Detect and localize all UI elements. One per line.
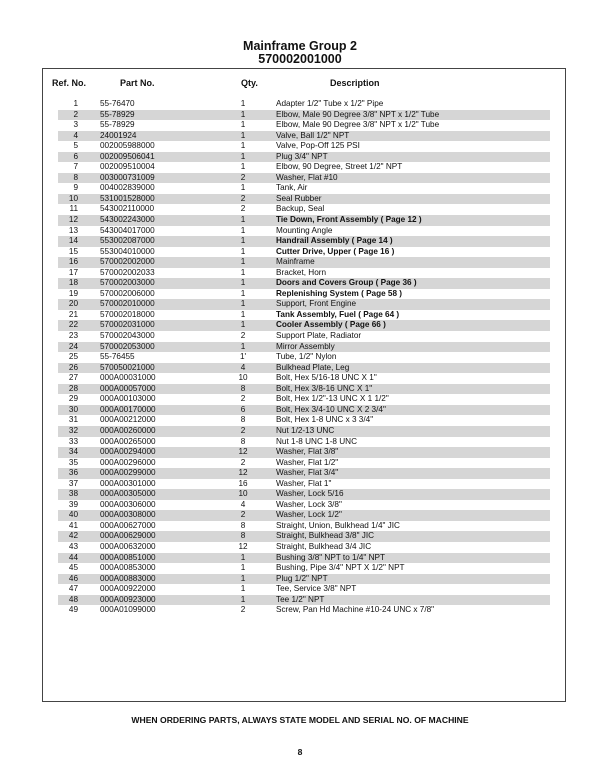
ref-cell: 38 xyxy=(68,489,78,499)
ref-cell: 29 xyxy=(68,394,78,404)
qty-cell: 1 xyxy=(240,215,246,225)
table-row xyxy=(58,257,550,268)
part-number-cell: 570050021000 xyxy=(100,362,155,372)
ref-cell: 48 xyxy=(68,594,78,604)
table-row xyxy=(58,437,550,448)
description-cell: Bracket, Horn xyxy=(276,267,327,277)
qty-cell: 8 xyxy=(240,531,246,541)
qty-cell: 8 xyxy=(240,383,246,393)
table-row xyxy=(58,426,550,437)
qty-cell: 2 xyxy=(240,425,246,435)
ref-cell: 33 xyxy=(68,436,78,446)
part-number-cell: 000A00883000 xyxy=(100,573,156,583)
description-cell: Washer, Lock 5/16 xyxy=(276,489,344,499)
description-cell: Bolt, Hex 3/8-16 UNC X 1" xyxy=(276,383,373,393)
table-row xyxy=(58,194,550,205)
description-cell: Mirror Assembly xyxy=(276,341,335,351)
description-cell: Washer, Flat 1" xyxy=(276,478,332,488)
description-cell: Elbow, Male 90 Degree 3/8" NPT x 1/2" Tube xyxy=(276,109,440,119)
part-number-cell: 003000731009 xyxy=(100,172,155,182)
part-number-cell: 000A00629000 xyxy=(100,531,156,541)
qty-cell: 1 xyxy=(240,130,246,140)
qty-cell: 1 xyxy=(240,563,246,573)
qty-cell: 1 xyxy=(240,552,246,562)
qty-cell: 1 xyxy=(240,120,246,130)
qty-cell: 4 xyxy=(240,499,246,509)
qty-cell: 1 xyxy=(240,151,246,161)
table-row xyxy=(58,131,550,142)
description-cell: Plug 3/4" NPT xyxy=(276,151,328,161)
table-row xyxy=(58,531,550,542)
ref-cell: 26 xyxy=(68,362,78,372)
description-cell: Cutter Drive, Upper ( Page 16 ) xyxy=(276,246,395,256)
ref-cell: 28 xyxy=(68,383,78,393)
part-number-cell: 553002087000 xyxy=(100,236,155,246)
qty-cell: 8 xyxy=(240,415,246,425)
qty-cell: 1 xyxy=(240,257,246,267)
ref-cell: 22 xyxy=(68,320,78,330)
description-cell: Valve, Ball 1/2" NPT xyxy=(276,130,350,140)
part-number-cell: 000A00632000 xyxy=(100,541,156,551)
part-number-cell: 570002002033 xyxy=(100,267,155,277)
part-number-cell: 000A00851000 xyxy=(100,552,156,562)
table-row xyxy=(58,236,550,247)
table-row xyxy=(58,299,550,310)
description-cell: Tee 1/2" NPT xyxy=(276,594,325,604)
description-cell: Adapter 1/2" Tube x 1/2" Pipe xyxy=(276,99,384,108)
part-number-cell: 002009510004 xyxy=(100,162,155,172)
description-cell: Cooler Assembly ( Page 66 ) xyxy=(276,320,386,330)
description-cell: Support Plate, Radiator xyxy=(276,331,362,341)
ref-cell: 20 xyxy=(68,299,78,309)
part-number-cell: 531001528000 xyxy=(100,193,155,203)
description-cell: Support, Front Engine xyxy=(276,299,357,309)
description-cell: Washer, Flat 3/4" xyxy=(276,468,339,478)
ref-cell: 44 xyxy=(68,552,78,562)
ref-cell: 8 xyxy=(73,172,78,182)
qty-cell: 2 xyxy=(240,394,246,404)
description-cell: Bushing, Pipe 3/4" NPT X 1/2" NPT xyxy=(276,563,405,573)
table-row xyxy=(58,479,550,490)
description-cell: Straight, Bulkhead 3/8" JIC xyxy=(276,531,375,541)
table-row xyxy=(58,342,550,353)
qty-cell: 1 xyxy=(240,309,246,319)
ref-cell: 35 xyxy=(68,457,78,467)
description-cell: Bolt, Hex 5/16-18 UNC X 1" xyxy=(276,373,377,383)
part-number-cell: 543002243000 xyxy=(100,215,155,225)
ref-cell: 23 xyxy=(68,331,78,341)
qty-cell: 10 xyxy=(238,489,248,499)
part-number-cell: 570002018000 xyxy=(100,309,155,319)
qty-cell: 2 xyxy=(240,510,246,520)
part-number-cell: 002009506041 xyxy=(100,151,155,161)
ref-cell: 36 xyxy=(68,468,78,478)
table-row xyxy=(58,226,550,237)
table-row xyxy=(58,563,550,574)
ref-cell: 12 xyxy=(68,215,78,225)
table-row xyxy=(58,510,550,521)
ref-cell: 11 xyxy=(69,204,78,214)
part-number-cell: 000A00923000 xyxy=(100,594,156,604)
ref-cell: 15 xyxy=(68,246,78,256)
description-cell: Tie Down, Front Assembly ( Page 12 ) xyxy=(276,215,422,225)
part-number-cell: 543002110000 xyxy=(100,204,155,214)
qty-cell: 12 xyxy=(238,468,248,478)
ref-cell: 42 xyxy=(68,531,78,541)
ref-cell: 45 xyxy=(68,563,78,573)
ref-cell: 47 xyxy=(68,584,78,594)
ref-cell: 30 xyxy=(68,404,78,414)
table-row xyxy=(58,605,550,616)
part-number-cell: 002005988000 xyxy=(100,141,155,151)
description-cell: Bushing 3/8" NPT to 1/4" NPT xyxy=(276,552,385,562)
table-row xyxy=(58,99,550,110)
description-cell: Handrail Assembly ( Page 14 ) xyxy=(276,236,393,246)
part-number-cell: 570002043000 xyxy=(100,331,155,341)
table-row xyxy=(58,162,550,173)
table-row xyxy=(58,110,550,121)
ref-cell: 37 xyxy=(68,478,78,488)
part-number-cell: 553004010000 xyxy=(100,246,155,256)
qty-cell: 2 xyxy=(240,605,246,615)
group-part-number: 570002001000 xyxy=(258,52,342,66)
part-number-cell: 000A00299000 xyxy=(100,468,156,478)
qty-cell: 1 xyxy=(240,246,246,256)
description-cell: Elbow, 90 Degree, Street 1/2" NPT xyxy=(276,162,403,172)
table-row xyxy=(58,352,550,363)
part-number-cell: 000A00853000 xyxy=(100,563,156,573)
ref-cell: 27 xyxy=(68,373,78,383)
table-row xyxy=(58,384,550,395)
qty-cell: 12 xyxy=(238,447,248,457)
table-row xyxy=(58,521,550,532)
part-number-cell: 570002010000 xyxy=(100,299,155,309)
table-row xyxy=(58,173,550,184)
col-header-part: Part No. xyxy=(120,78,155,88)
part-number-cell: 570002031000 xyxy=(100,320,155,330)
ref-cell: 21 xyxy=(68,309,78,319)
part-number-cell: 000A00922000 xyxy=(100,584,156,594)
qty-cell: 1 xyxy=(240,320,246,330)
table-row xyxy=(58,542,550,553)
ref-cell: 5 xyxy=(73,141,78,151)
description-cell: Valve, Pop-Off 125 PSI xyxy=(276,141,360,151)
ref-cell: 49 xyxy=(68,605,78,615)
part-number-cell: 24001924 xyxy=(100,130,137,140)
table-row xyxy=(58,268,550,279)
description-cell: Screw, Pan Hd Machine #10-24 UNC x 7/8" xyxy=(276,605,435,615)
ref-cell: 25 xyxy=(68,352,78,362)
description-cell: Tee, Service 3/8" NPT xyxy=(276,584,357,594)
part-number-cell: 000A00212000 xyxy=(100,415,156,425)
part-number-cell: 55-76470 xyxy=(100,99,135,108)
ref-cell: 16 xyxy=(68,257,78,267)
description-cell: Bolt, Hex 1/2"-13 UNC X 1 1/2" xyxy=(276,394,389,404)
part-number-cell: 570002006000 xyxy=(100,288,155,298)
ref-cell: 3 xyxy=(73,120,78,130)
part-number-cell: 000A00294000 xyxy=(100,447,156,457)
part-number-cell: 55-78929 xyxy=(100,109,135,119)
part-number-cell: 000A00306000 xyxy=(100,499,156,509)
part-number-cell: 000A00301000 xyxy=(100,478,156,488)
qty-cell: 1 xyxy=(240,341,246,351)
description-cell: Replenishing System ( Page 58 ) xyxy=(276,288,403,298)
description-cell: Bolt, Hex 3/4-10 UNC X 2 3/4" xyxy=(276,404,386,414)
qty-cell: 16 xyxy=(238,478,248,488)
parts-table-body xyxy=(58,99,550,616)
part-number-cell: 000A00031000 xyxy=(100,373,156,383)
table-row xyxy=(58,331,550,342)
part-number-cell: 000A00103000 xyxy=(100,394,156,404)
qty-cell: 1 xyxy=(240,225,246,235)
part-number-cell: 543004017000 xyxy=(100,225,155,235)
qty-cell: 8 xyxy=(240,520,246,530)
description-cell: Washer, Flat 1/2" xyxy=(276,457,339,467)
ref-cell: 4 xyxy=(73,130,78,140)
ordering-notice: WHEN ORDERING PARTS, ALWAYS STATE MODEL AND SERIAL NO. OF MACHINE xyxy=(131,715,469,725)
part-number-cell: 55-76455 xyxy=(100,352,135,362)
qty-cell: 8 xyxy=(240,436,246,446)
part-number-cell: 000A00170000 xyxy=(100,404,156,414)
part-number-cell: 000A00308000 xyxy=(100,510,156,520)
description-cell: Backup, Seal xyxy=(276,204,325,214)
qty-cell: 1 xyxy=(240,267,246,277)
ref-cell: 31 xyxy=(68,415,78,425)
table-row xyxy=(58,500,550,511)
qty-cell: 2 xyxy=(240,172,246,182)
ref-cell: 24 xyxy=(68,341,78,351)
qty-cell: 1 xyxy=(240,109,246,119)
description-cell: Washer, Flat #10 xyxy=(276,172,338,182)
description-cell: Doors and Covers Group ( Page 36 ) xyxy=(276,278,417,288)
table-row xyxy=(58,373,550,384)
ref-cell: 32 xyxy=(68,425,78,435)
part-number-cell: 55-78929 xyxy=(100,120,135,130)
qty-cell: 1 xyxy=(240,278,246,288)
part-number-cell: 000A00305000 xyxy=(100,489,156,499)
qty-cell: 1 xyxy=(240,584,246,594)
table-row xyxy=(58,405,550,416)
ref-cell: 14 xyxy=(68,236,78,246)
ref-cell: 6 xyxy=(73,151,78,161)
description-cell: Seal Rubber xyxy=(276,193,322,203)
table-row xyxy=(58,584,550,595)
col-header-desc: Description xyxy=(330,78,380,88)
qty-cell: 1 xyxy=(240,299,246,309)
table-row xyxy=(58,215,550,226)
qty-cell: 12 xyxy=(238,541,248,551)
qty-cell: 2 xyxy=(240,204,246,214)
ref-cell: 17 xyxy=(68,267,78,277)
table-row xyxy=(58,363,550,374)
part-number-cell: 570002003000 xyxy=(100,278,155,288)
description-cell: Straight, Bulkhead 3/4 JIC xyxy=(276,541,372,551)
part-number-cell: 570002002000 xyxy=(100,257,155,267)
qty-cell: 1 xyxy=(240,236,246,246)
qty-cell: 1 xyxy=(240,594,246,604)
ref-cell: 40 xyxy=(68,510,78,520)
description-cell: Washer, Flat 3/8" xyxy=(276,447,339,457)
qty-cell: 1' xyxy=(239,352,247,362)
qty-cell: 1 xyxy=(240,183,246,193)
description-cell: Nut 1-8 UNC 1-8 UNC xyxy=(276,436,357,446)
table-row xyxy=(58,394,550,405)
qty-cell: 1 xyxy=(240,99,246,108)
table-row xyxy=(58,183,550,194)
table-row xyxy=(58,278,550,289)
qty-cell: 2 xyxy=(240,331,246,341)
table-row xyxy=(58,320,550,331)
part-number-cell: 000A00265000 xyxy=(100,436,156,446)
table-row xyxy=(58,595,550,606)
table-row xyxy=(58,415,550,426)
description-cell: Plug 1/2" NPT xyxy=(276,573,328,583)
qty-cell: 10 xyxy=(238,373,248,383)
qty-cell: 1 xyxy=(240,141,246,151)
description-cell: Tank Assembly, Fuel ( Page 64 ) xyxy=(276,309,400,319)
table-row xyxy=(58,447,550,458)
qty-cell: 6 xyxy=(240,404,246,414)
description-cell: Elbow, Male 90 Degree 3/8" NPT x 1/2" Tube xyxy=(276,120,440,130)
qty-cell: 2 xyxy=(240,457,246,467)
description-cell: Tube, 1/2" Nylon xyxy=(276,352,337,362)
ref-cell: 10 xyxy=(68,193,78,203)
part-number-cell: 000A00057000 xyxy=(100,383,156,393)
table-row xyxy=(58,141,550,152)
ref-cell: 7 xyxy=(73,162,78,172)
qty-cell: 1 xyxy=(240,573,246,583)
ref-cell: 9 xyxy=(73,183,78,193)
part-number-cell: 004002839000 xyxy=(100,183,155,193)
table-row xyxy=(58,310,550,321)
ref-cell: 46 xyxy=(68,573,78,583)
table-row xyxy=(58,120,550,131)
qty-cell: 1 xyxy=(240,162,246,172)
part-number-cell: 000A00296000 xyxy=(100,457,156,467)
table-row xyxy=(58,468,550,479)
ref-cell: 41 xyxy=(68,520,78,530)
ref-cell: 39 xyxy=(68,499,78,509)
table-header xyxy=(42,75,566,91)
description-cell: Washer, Lock 1/2" xyxy=(276,510,342,520)
qty-cell: 2 xyxy=(240,193,246,203)
ref-cell: 2 xyxy=(73,109,78,119)
description-cell: Mainframe xyxy=(276,257,315,267)
part-number-cell: 000A01099000 xyxy=(100,605,156,615)
page-title: Mainframe Group 2 xyxy=(243,39,357,53)
description-cell: Washer, Lock 3/8" xyxy=(276,499,342,509)
table-row xyxy=(58,574,550,585)
table-row xyxy=(58,204,550,215)
qty-cell: 4 xyxy=(240,362,246,372)
table-row xyxy=(58,152,550,163)
table-row xyxy=(58,553,550,564)
table-row xyxy=(58,289,550,300)
col-header-qty: Qty. xyxy=(241,78,258,88)
ref-cell: 1 xyxy=(73,99,78,108)
description-cell: Tank, Air xyxy=(276,183,308,193)
description-cell: Mounting Angle xyxy=(276,225,333,235)
table-row xyxy=(58,458,550,469)
table-row xyxy=(58,489,550,500)
ref-cell: 43 xyxy=(68,541,78,551)
description-cell: Bolt, Hex 1-8 UNC x 3 3/4" xyxy=(276,415,374,425)
ref-cell: 19 xyxy=(68,288,78,298)
qty-cell: 1 xyxy=(240,288,246,298)
part-number-cell: 000A00260000 xyxy=(100,425,156,435)
part-number-cell: 570002053000 xyxy=(100,341,155,351)
description-cell: Bulkhead Plate, Leg xyxy=(276,362,350,372)
col-header-ref: Ref. No. xyxy=(52,78,87,88)
ref-cell: 18 xyxy=(68,278,78,288)
ref-cell: 34 xyxy=(68,447,78,457)
page-number: 8 xyxy=(297,747,303,757)
table-row xyxy=(58,247,550,258)
ref-cell: 13 xyxy=(68,225,78,235)
part-number-cell: 000A00627000 xyxy=(100,520,156,530)
description-cell: Nut 1/2-13 UNC xyxy=(276,425,335,435)
description-cell: Straight, Union, Bulkhead 1/4" JIC xyxy=(276,520,400,530)
